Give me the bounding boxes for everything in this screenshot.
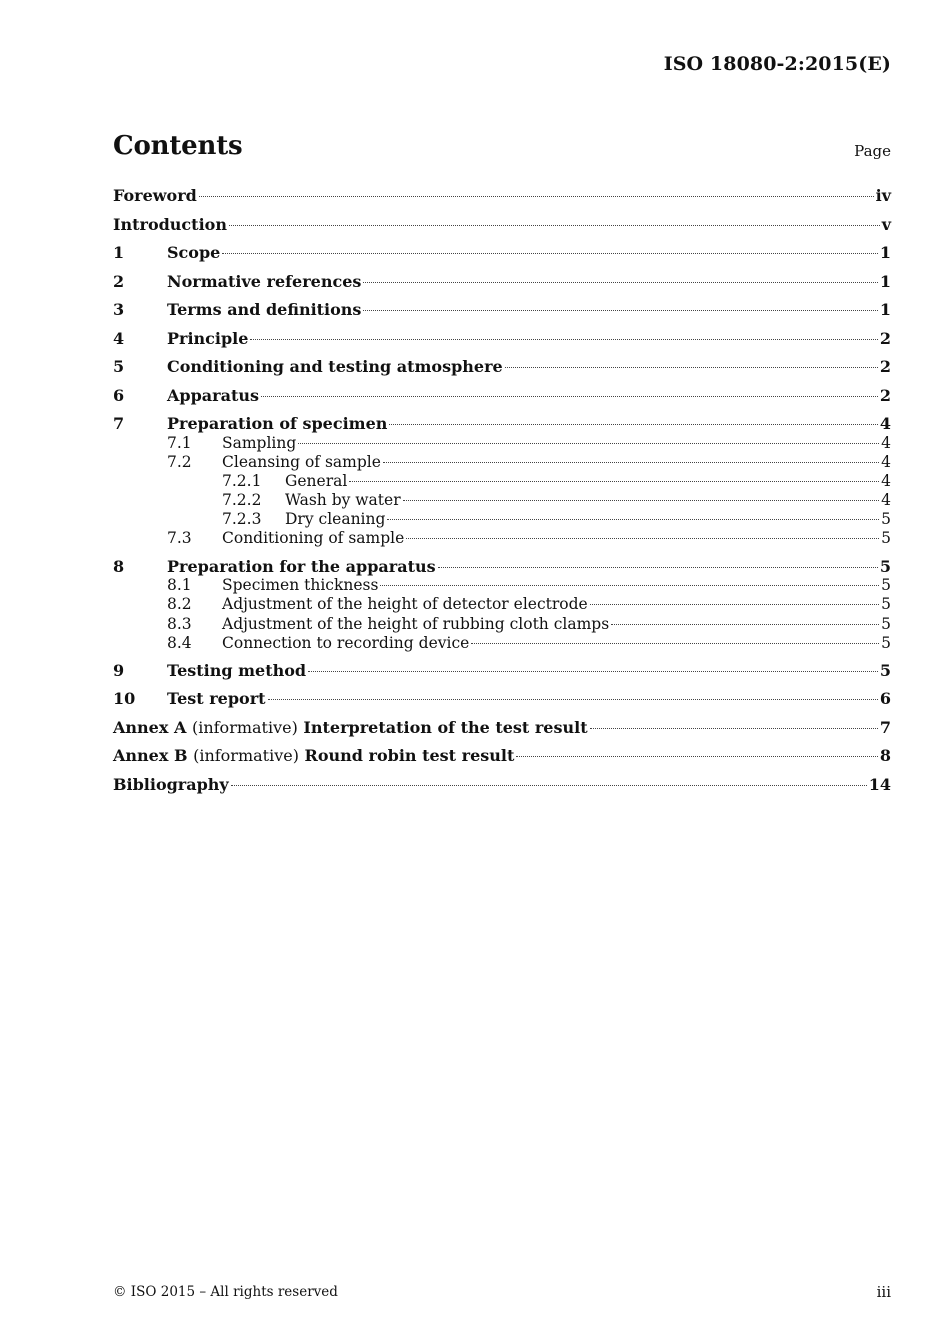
copyright-notice: © ISO 2015 – All rights reserved: [113, 1284, 338, 1300]
annex-title: Interpretation of the test result: [303, 717, 588, 737]
toc-entry-testing-method[interactable]: [113, 661, 891, 690]
toc-entry-page: 4: [881, 452, 891, 471]
document-identifier: ISO 18080-2:2015(E): [663, 53, 891, 75]
toc-entry-terms-and-definitions[interactable]: [113, 300, 891, 329]
toc-entry-page: 4: [881, 491, 891, 510]
toc-entry-title: Specimen thickness: [222, 576, 379, 595]
toc-entry-principle[interactable]: [113, 329, 891, 358]
toc-entry-page: 6: [879, 689, 891, 709]
toc-entry-page: 14: [868, 774, 891, 794]
dot-leader: [505, 367, 878, 368]
dot-leader: [516, 756, 878, 757]
toc-entry-number: 7.1: [167, 433, 192, 452]
toc-entry-number: 7: [113, 414, 125, 433]
toc-entry-page: 5: [881, 529, 891, 548]
toc-entry-number: 1: [113, 243, 125, 262]
toc-entry-conditioning-of-sample[interactable]: [113, 529, 891, 548]
toc-entry-bibliography[interactable]: [113, 775, 891, 804]
toc-entry-number: 8.3: [167, 614, 192, 633]
contents-heading: Contents: [113, 131, 243, 161]
toc-entry-preparation-for-the-apparatus[interactable]: [113, 557, 891, 577]
table-of-contents: [113, 186, 891, 803]
toc-entry-foreword[interactable]: [113, 186, 891, 215]
dot-leader: [298, 443, 879, 444]
toc-entry-title: Conditioning of sample: [222, 529, 405, 548]
toc-entry-number: 2: [113, 271, 125, 291]
toc-entry-number: 8.4: [167, 633, 192, 652]
toc-entry-general[interactable]: [113, 472, 891, 491]
dot-leader: [231, 785, 867, 786]
toc-entry-page: 7: [879, 717, 891, 737]
dot-leader: [363, 282, 877, 283]
dot-leader: [590, 604, 879, 605]
toc-entry-scope[interactable]: [113, 243, 891, 272]
dot-leader: [590, 728, 878, 729]
toc-entry-wash-by-water[interactable]: [113, 491, 891, 510]
toc-entry-page: 5: [881, 510, 891, 529]
toc-entry-connection-to-recording-device[interactable]: [113, 634, 891, 653]
toc-entry-normative-references[interactable]: [113, 272, 891, 301]
toc-entry-dry-cleaning[interactable]: [113, 510, 891, 529]
dot-leader: [363, 310, 877, 311]
toc-entry-number: 4: [113, 328, 125, 348]
toc-entry-page: 5: [879, 660, 891, 680]
dot-leader: [383, 462, 879, 463]
annex-label: Annex B: [113, 746, 188, 766]
toc-entry-number: 6: [113, 385, 125, 405]
annex-note: (informative): [191, 717, 298, 737]
toc-entry-title: Dry cleaning: [285, 510, 386, 529]
toc-entry-apparatus[interactable]: [113, 386, 891, 415]
dot-leader: [199, 196, 874, 197]
toc-entry-title: Connection to recording device: [222, 633, 470, 652]
dot-leader: [611, 624, 879, 625]
toc-entry-title: Test report: [167, 689, 266, 709]
toc-entry-page: 5: [881, 633, 891, 652]
toc-entry-page: 1: [879, 243, 891, 262]
dot-leader: [268, 699, 878, 700]
page-number: iii: [876, 1283, 891, 1301]
toc-entry-title: Apparatus: [167, 385, 259, 405]
toc-entry-title: Preparation of specimen: [167, 414, 388, 433]
toc-entry-title: Cleansing of sample: [222, 452, 381, 471]
toc-entry-title: Preparation for the apparatus: [167, 556, 436, 576]
toc-entry-number: 7.2.3: [222, 510, 262, 529]
dot-leader: [387, 519, 879, 520]
toc-entry-annex-a[interactable]: [113, 718, 891, 747]
toc-entry-title: Testing method: [167, 660, 307, 680]
annex-label: Annex A: [113, 717, 187, 737]
toc-entry-page: 5: [881, 576, 891, 595]
toc-entry-cleansing-of-sample[interactable]: [113, 453, 891, 472]
dot-leader: [349, 481, 879, 482]
toc-entry-page: 5: [879, 556, 891, 576]
toc-entry-specimen-thickness[interactable]: [113, 576, 891, 595]
toc-entry-introduction[interactable]: [113, 215, 891, 244]
toc-entry-page: 4: [881, 433, 891, 452]
toc-entry-title: Wash by water: [285, 491, 401, 510]
toc-entry-number: 8: [113, 556, 125, 576]
toc-entry-number: 7.2.2: [222, 491, 262, 510]
dot-leader: [229, 225, 880, 226]
dot-leader: [380, 585, 879, 586]
toc-entry-title: Principle: [167, 328, 249, 348]
toc-entry-page: 2: [879, 357, 891, 376]
toc-entry-page: iv: [875, 186, 891, 205]
toc-entry-page: v: [881, 214, 891, 234]
toc-entry-page: 8: [879, 746, 891, 766]
page-column-label: Page: [854, 142, 891, 160]
dot-leader: [406, 538, 879, 539]
dot-leader: [403, 500, 880, 501]
toc-entry-number: 5: [113, 357, 125, 376]
toc-entry-number: 10: [113, 689, 136, 709]
toc-entry-title: Foreword: [113, 186, 197, 205]
toc-entry-page: 5: [881, 595, 891, 614]
toc-entry-number: 8.1: [167, 576, 192, 595]
toc-entry-title: [113, 746, 514, 765]
toc-entry-title: Normative references: [167, 271, 362, 291]
toc-entry-rubbing-cloth-clamps-height[interactable]: [113, 615, 891, 634]
toc-entry-title: Scope: [167, 243, 221, 262]
toc-entry-page: 1: [879, 300, 891, 319]
dot-leader: [261, 396, 878, 397]
toc-entry-title: Introduction: [113, 214, 227, 234]
toc-entry-page: 2: [879, 385, 891, 405]
toc-entry-page: 4: [879, 414, 891, 433]
toc-entry-number: 3: [113, 300, 125, 319]
toc-entry-page: 1: [879, 271, 891, 291]
annex-note: (informative): [193, 746, 299, 766]
annex-title: Round robin test result: [304, 746, 515, 766]
toc-entry-annex-b[interactable]: [113, 746, 891, 775]
toc-entry-page: 2: [879, 328, 891, 348]
toc-entry-detector-electrode-height[interactable]: [113, 595, 891, 614]
toc-entry-conditioning-and-testing-atmosphere[interactable]: [113, 357, 891, 386]
dot-leader: [389, 424, 877, 425]
toc-entry-page: 4: [881, 471, 891, 490]
toc-entry-number: 7.2.1: [222, 471, 262, 490]
toc-entry-title: Adjustment of the height of rubbing cloth clamps: [222, 614, 610, 633]
toc-entry-title: Sampling: [222, 433, 297, 452]
dot-leader: [438, 567, 878, 568]
toc-entry-title: Bibliography: [113, 774, 229, 794]
dot-leader: [308, 671, 878, 672]
toc-entry-title: Terms and definitions: [167, 300, 362, 319]
toc-entry-title: Conditioning and testing atmosphere: [167, 357, 503, 376]
dot-leader: [250, 339, 877, 340]
toc-entry-test-report[interactable]: [113, 689, 891, 718]
toc-entry-number: 9: [113, 660, 125, 680]
toc-entry-title: Adjustment of the height of detector electrode: [222, 595, 588, 614]
toc-entry-title: General: [285, 471, 348, 490]
dot-leader: [471, 643, 879, 644]
toc-entry-sampling[interactable]: [113, 434, 891, 453]
toc-entry-number: 7.2: [167, 452, 192, 471]
toc-entry-page: 5: [881, 614, 891, 633]
dot-leader: [222, 253, 878, 254]
toc-entry-number: 7.3: [167, 529, 192, 548]
toc-entry-number: 8.2: [167, 595, 192, 614]
toc-entry-title: [113, 718, 588, 737]
toc-entry-preparation-of-specimen[interactable]: [113, 414, 891, 434]
